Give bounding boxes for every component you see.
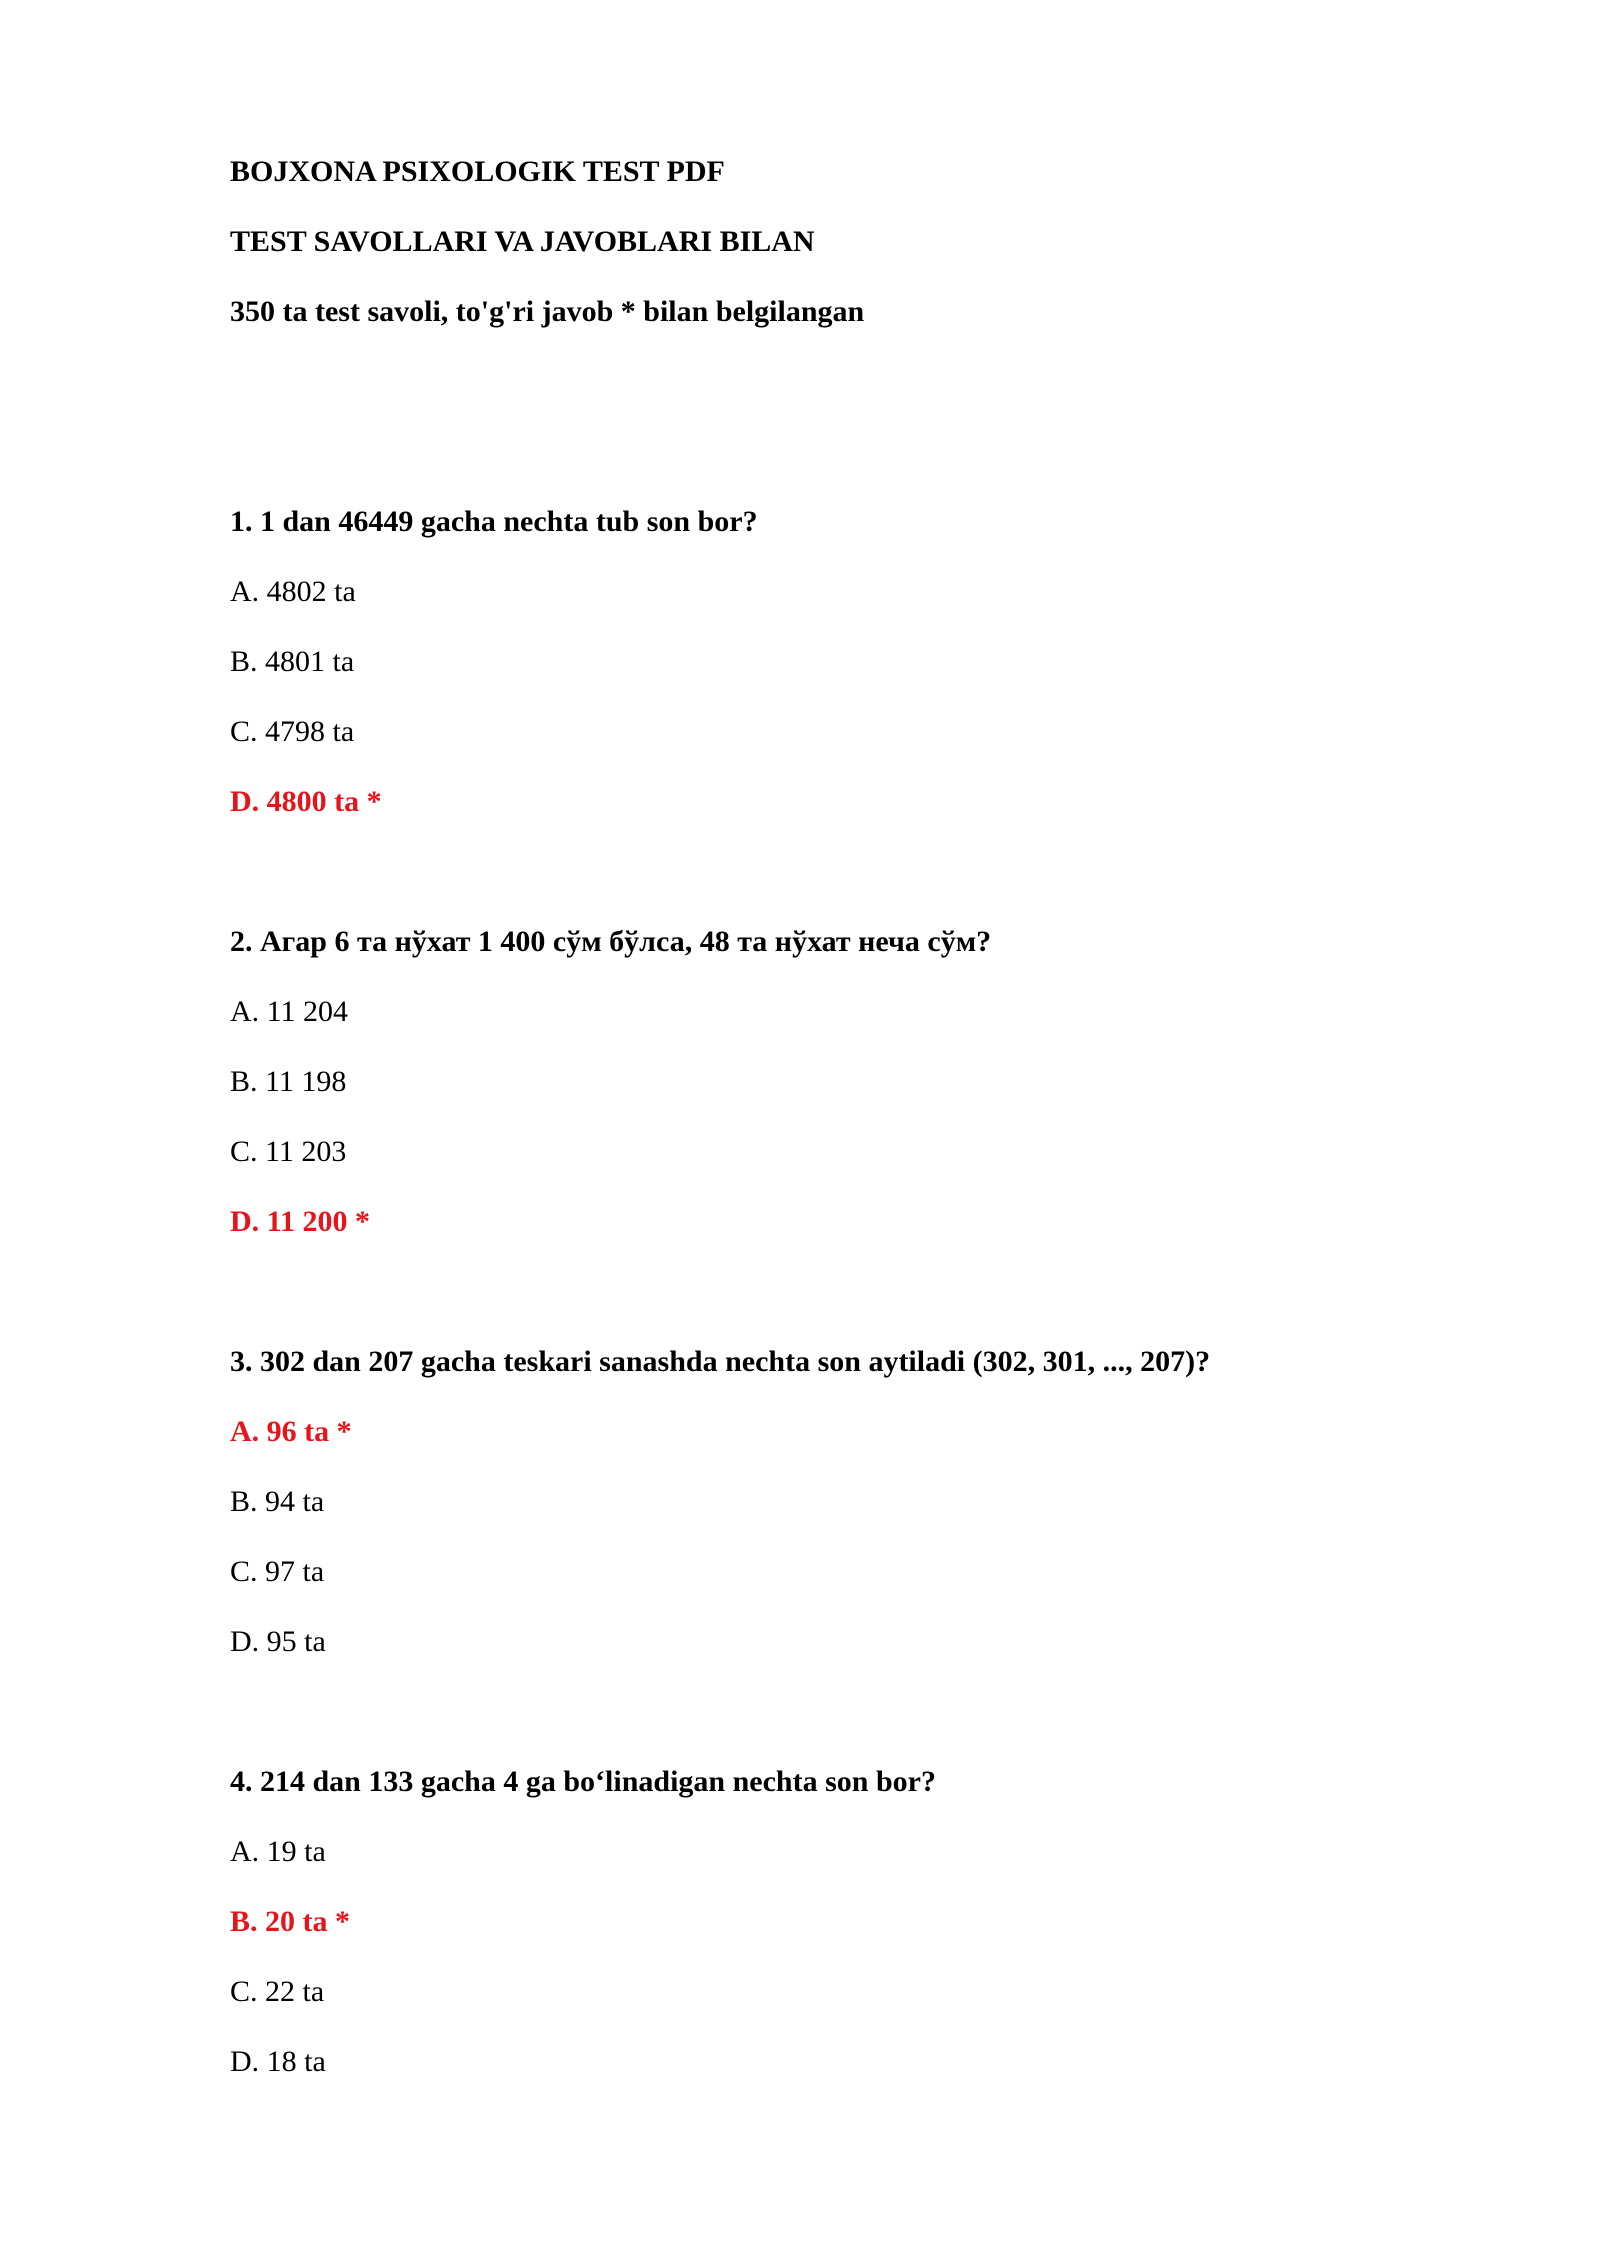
document-note: 350 ta test savoli, to'g'ri javob * bilan belgilangan (230, 295, 865, 328)
question-4-option-d: D. 18 ta (230, 2045, 326, 2078)
question-4-text: 4. 214 dan 133 gacha 4 ga bo‘linadigan nechta son bor? (230, 1765, 936, 1798)
question-3-option-d: D. 95 ta (230, 1625, 326, 1658)
question-2-option-a: A. 11 204 (230, 995, 349, 1028)
question-3-option-b: B. 94 ta (230, 1485, 325, 1518)
question-3-text: 3. 302 dan 207 gacha teskari sanashda nechta son aytiladi (302, 301, ..., 207)? (230, 1345, 1211, 1378)
question-4-option-b-correct: B. 20 ta * (230, 1905, 350, 1938)
question-4-option-a: A. 19 ta (230, 1835, 326, 1868)
document-subtitle: TEST SAVOLLARI VA JAVOBLARI BILAN (230, 225, 815, 258)
question-2-text: 2. Агар 6 та нўхат 1 400 сўм бўлса, 48 та нўхат неча сўм? (230, 925, 992, 958)
question-1-option-d-correct: D. 4800 ta * (230, 785, 382, 818)
question-2-option-c: C. 11 203 (230, 1135, 347, 1168)
question-2-option-b: B. 11 198 (230, 1065, 347, 1098)
question-1-option-b: B. 4801 ta (230, 645, 355, 678)
question-3-option-c: C. 97 ta (230, 1555, 325, 1588)
document-title: BOJXONA PSIXOLOGIK TEST PDF (230, 155, 725, 188)
question-1-option-a: A. 4802 ta (230, 575, 356, 608)
question-4-option-c: C. 22 ta (230, 1975, 325, 2008)
question-2-option-d-correct: D. 11 200 * (230, 1205, 371, 1238)
question-3-option-a-correct: A. 96 ta * (230, 1415, 352, 1448)
question-1-option-c: C. 4798 ta (230, 715, 355, 748)
question-1-text: 1. 1 dan 46449 gacha nechta tub son bor? (230, 505, 758, 538)
